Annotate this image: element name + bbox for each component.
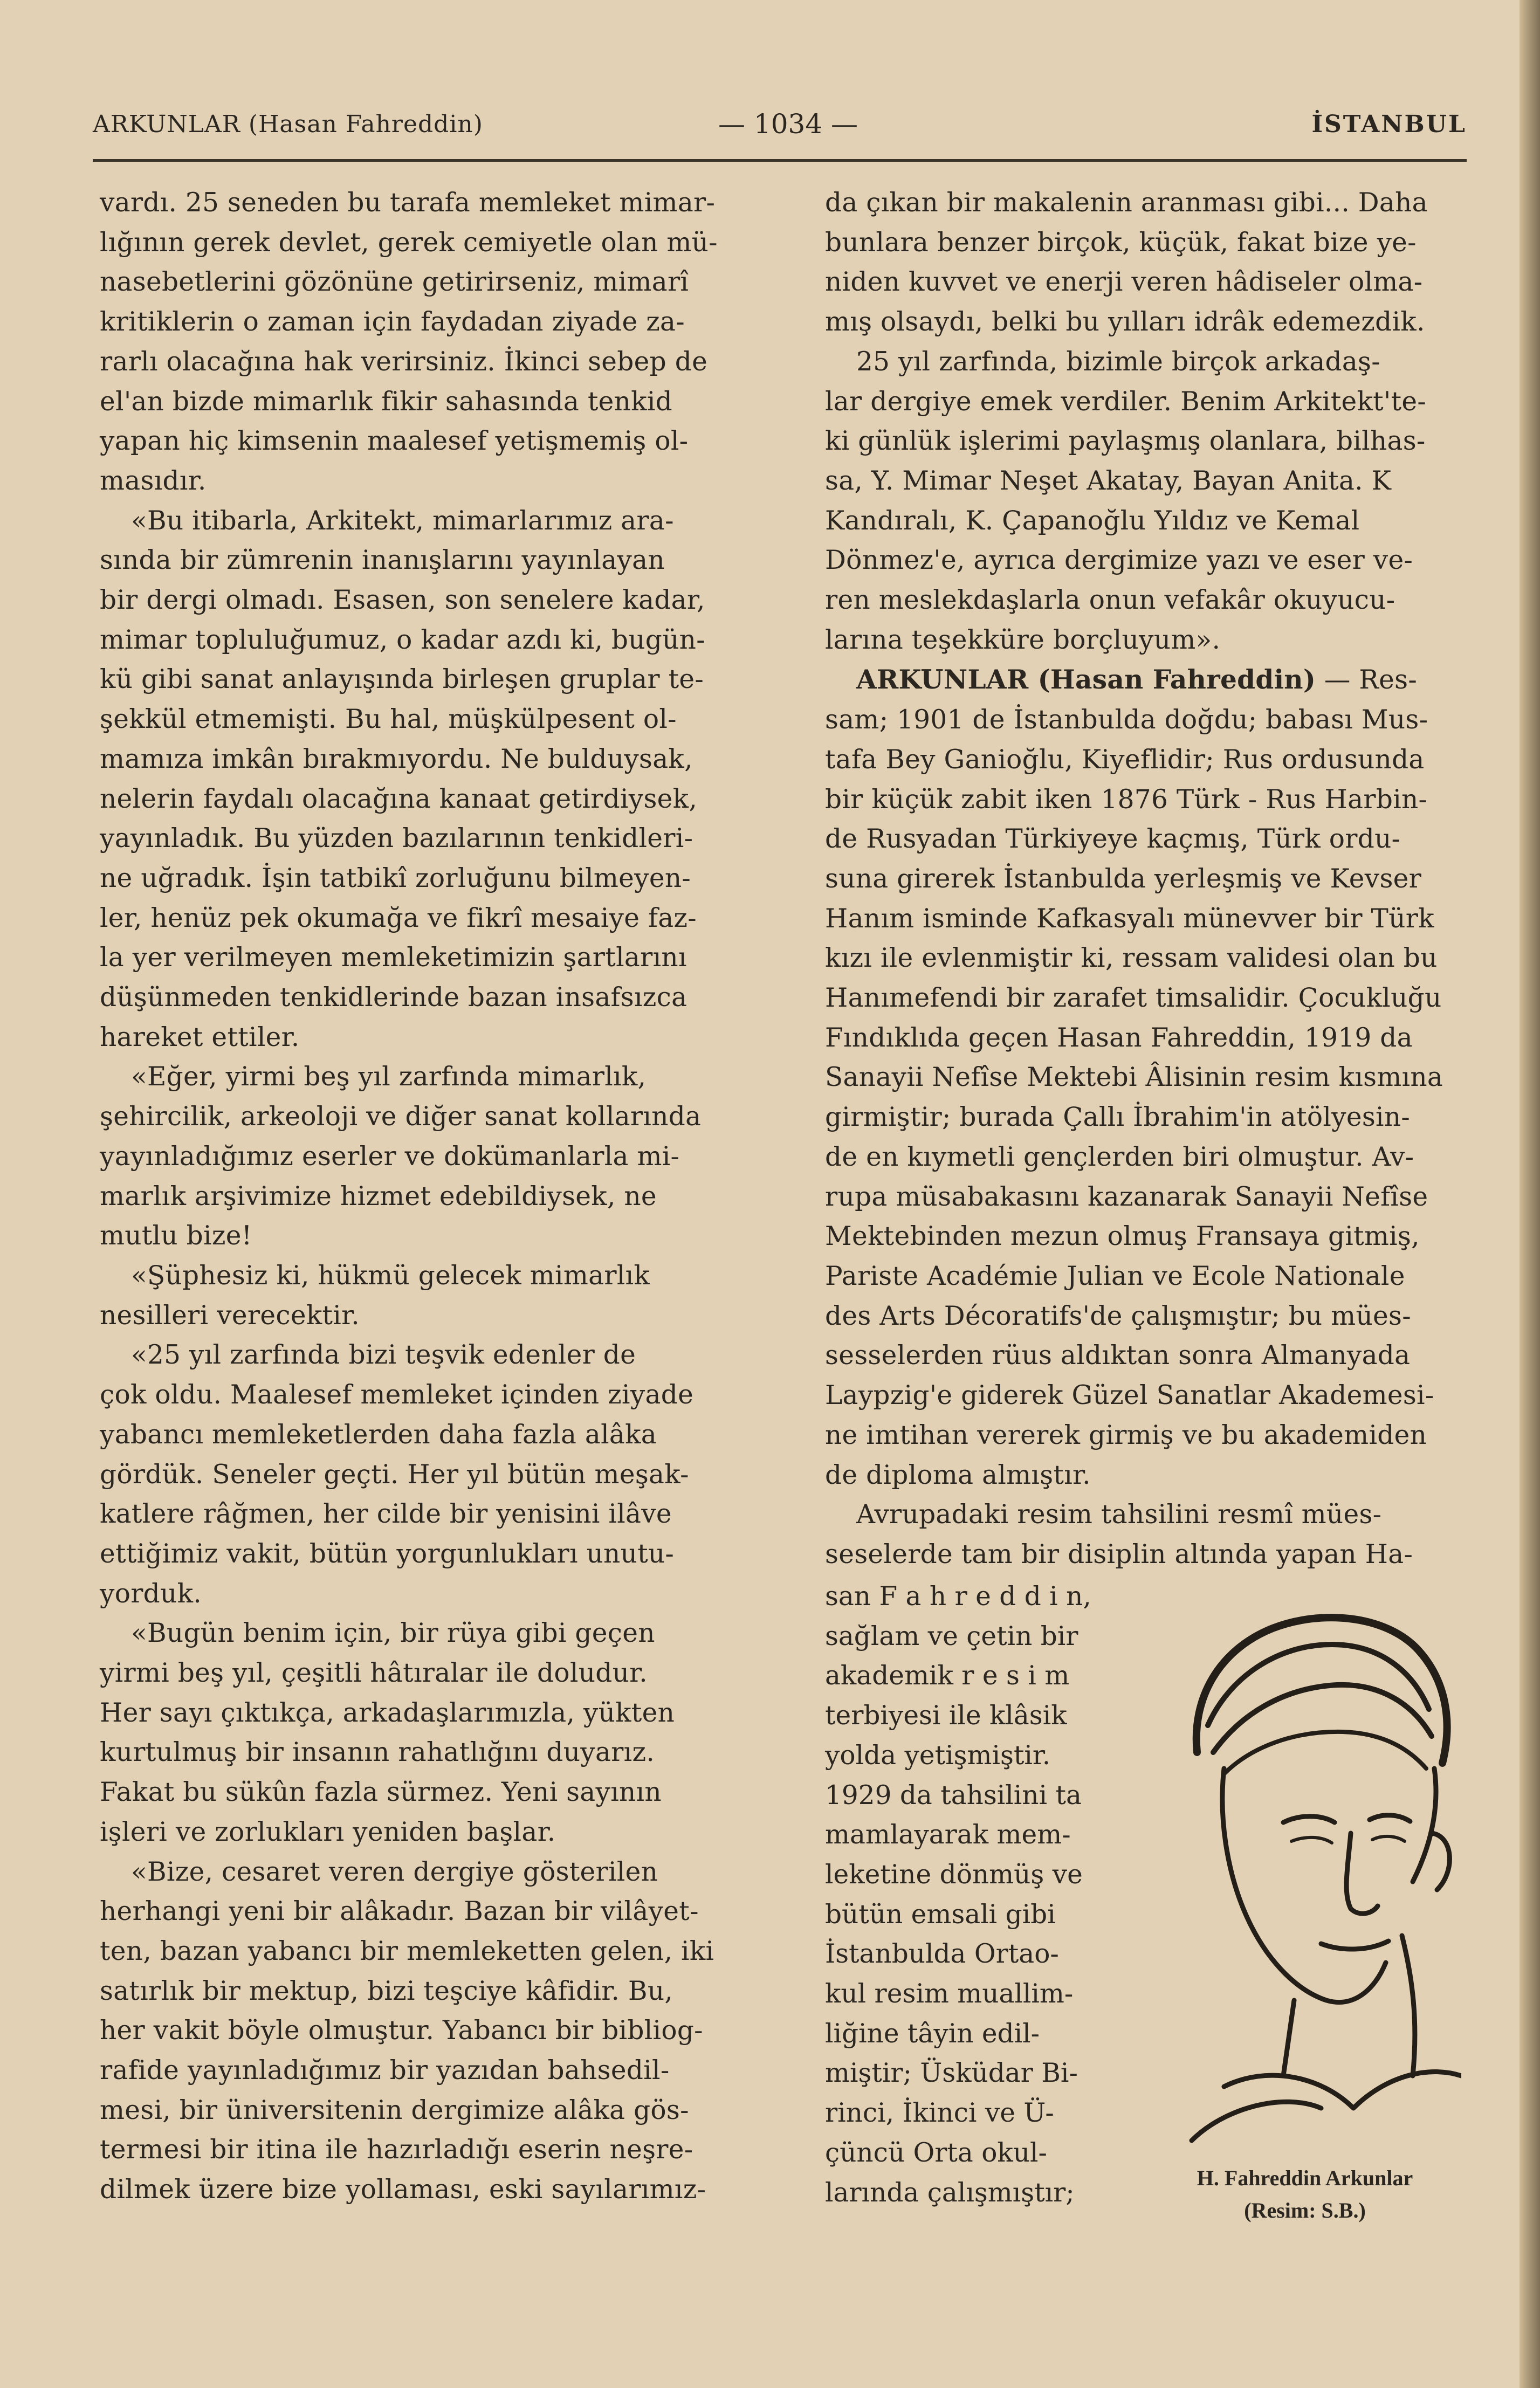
header-title: ARKUNLAR (Hasan Fahreddin) xyxy=(93,111,483,138)
left-paragraph-3: «Eğer, yirmi beş yıl zarfında mimarlık, şehircilik, arkeoloji ve diğer sanat kollarında yayınladığımız eserler ve dokümanlarla mi- marlık arşivimize hizmet edebildiysek, ne mutlu bize! xyxy=(100,1062,702,1251)
page-edge xyxy=(1520,0,1540,2388)
right-column xyxy=(825,183,1467,1575)
left-paragraph-7: «Bize, cesaret veren dergiye gösterilen herhangi yeni bir alâkadır. Bazan bir vilâyet- ten, bazan yabancı bir memleketten gelen, iki satırlık bir mektup, bizi teşciye kâfidir. Bu, her vakit böyle olmuştur. Yabancı bir bibliog- rafide yayınladığımız bir yazıdan bahsedil- mesi, bir üniversitenin dergimize alâka gös- termesi bir itina ile hazırladığı eserin neşre- dilmek üzere bize yollaması, eski sayılarımız- xyxy=(100,1856,714,2205)
running-header xyxy=(93,108,1467,143)
last-paragraph-narrow: san F a h r e d d i n, sağlam ve çetin bir akademik r e s i m terbiyesi ile klâsik yolda yetişmiştir. 1929 da tahsilini ta mamlayarak mem- leketine dönmüş ve bütün emsali gibi İstanbulda Ortao- kul resim muallim- liğine tâyin edil- miştir; Üsküdar Bi- rinci, İkinci ve Ü- çüncü Orta okul- larında çalışmıştır; xyxy=(825,1581,1091,2208)
figure-caption xyxy=(1143,2162,1467,2227)
left-column xyxy=(100,183,751,2210)
last-paragraph-wide: Avrupadaki resim tahsilini resmî mües- seselerde tam bir disiplin altında yapan Ha- xyxy=(825,1499,1413,1570)
caption-credit: (Resim: S.B.) xyxy=(1244,2198,1366,2222)
header-volume: İSTANBUL xyxy=(1311,111,1467,138)
entry-name: ARKUNLAR (Hasan Fahreddin) xyxy=(856,664,1316,696)
header-rule xyxy=(93,159,1467,162)
entry-text: — Res- sam; 1901 de İstanbulda doğdu; babası Mus- tafa Bey Ganioğlu, Kiyeflidir; Rus ordusunda bir küçük zabit iken 1876 Türk - Rus Harbin- de Rusyadan Türkiyeye kaçmış, Türk ordu- suna girerek İstanbulda yerleşmiş ve Kevser Hanım isminde Kafkasyalı münevver bir Türk kızı ile evlenmiştir ki, ressam validesi olan bu Hanımefendi bir zarafet timsalidir. Çocukluğu Fındıklıda geçen Hasan Fahreddin, 1919 da Sanayii Nefîse Mektebi Âlisinin resim kısmına girmiştir; burada Çallı İbrahim'in atölyesin- de en kıymetli gençlerden biri olmuştur. Av- rupa müsabakasını kazanarak Sanayii Nefîse Mektebinden mezun olmuş Fransaya gitmiş, Pariste Académie Julian ve Ecole Nationale des Arts Décoratifs'de çalışmıştır; bu mües- sesselerden rüus aldıktan sonra Almanyada Laypzig'e giderek Güzel Sanatlar Akademesi- ne imtihan vererek girmiş ve bu akademiden de diploma almıştır. xyxy=(825,665,1443,1490)
right-paragraph-2: 25 yıl zarfında, bizimle birçok arkadaş- lar dergiye emek verdiler. Benim Arkitekt'te- ki günlük işlerimi paylaşmış olanlara, bilhas- sa, Y. Mimar Neşet Akatay, Bayan Anita. K Kandıralı, K. Çapanoğlu Yıldız ve Kemal Dönmez'e, ayrıca dergimize yazı ve eser ve- ren meslekdaşlarla onun vefakâr okuyucu- larına teşekküre borçluyum». xyxy=(825,346,1427,655)
left-paragraph-6: «Bugün benim için, bir rüya gibi geçen yirmi beş yıl, çeşitli hâtıralar ile doludur. Her sayı çıktıkça, arkadaşlarımızla, yükten kurtulmuş bir insanın rahatlığını duyarız. Fakat bu sükûn fazla sürmez. Yeni sayının işleri ve zorlukları yeniden başlar. xyxy=(100,1618,675,1847)
left-paragraph-5: «25 yıl zarfında bizi teşvik edenler de çok oldu. Maalesef memleket içinden ziyade yabancı memleketlerden daha fazla alâka gördük. Seneler geçti. Her yıl bütün meşak- katlere râğmen, her cilde bir yenisini ilâve ettiğimiz vakit, bütün yorgunlukları unutu- yorduk. xyxy=(100,1340,694,1609)
left-paragraph-1: vardı. 25 seneden bu tarafa memleket mimar- lığının gerek devlet, gerek cemiyetle olan mü- nasebetlerini gözönüne getirirseniz, mimarî kritiklerin o zaman için faydadan ziyade za- rarlı olacağına hak verirsiniz. İkinci sebep de el'an bizde mimarlık fikir sahasında tenkid yapan hiç kimsenin maalesef yetişmemiş ol- masıdır. xyxy=(100,188,718,496)
portrait-sketch xyxy=(1159,1591,1461,2146)
caption-title: H. Fahreddin Arkunlar xyxy=(1197,2166,1413,2190)
entry-paragraph xyxy=(825,660,1467,1495)
right-paragraph-1: da çıkan bir makalenin aranması gibi... Daha bunlara benzer birçok, küçük, fakat bize ye- niden kuvvet ve enerji veren hâdiseler olma- mış olsaydı, belki bu yılları idrâk edemezdik. xyxy=(825,188,1428,338)
left-paragraph-2: «Bu itibarla, Arkitekt, mimarlarımız ara- sında bir zümrenin inanışlarını yayınlayan bir dergi olmadı. Esasen, son senelere kadar, mimar topluluğumuz, o kadar azdı ki, bugün- kü gibi sanat anlayışında birleşen gruplar te- şekkül etmemişti. Bu hal, müşkülpesent ol- mamıza imkân bırakmıyordu. Ne bulduysak, nelerin faydalı olacağına kanaat getirdiysek, yayınladık. Bu yüzden bazılarının tenkidleri- ne uğradık. İşin tatbikî zorluğunu bilmeyen- ler, henüz pek okumağa ve fikrî mesaiye faz- la yer verilmeyen memleketimizin şartlarını düşünmeden tenkidlerinde bazan insafsızca hareket ettiler. xyxy=(100,505,705,1052)
page-number: — 1034 — xyxy=(718,108,858,140)
left-paragraph-4: «Şüphesiz ki, hükmü gelecek mimarlık nesilleri verecektir. xyxy=(100,1260,650,1331)
